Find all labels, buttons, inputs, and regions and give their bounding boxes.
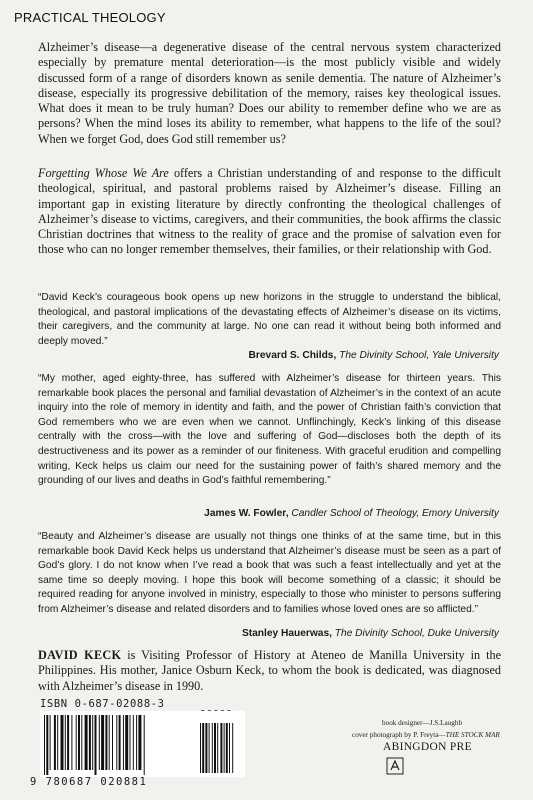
author-bio [38, 648, 501, 694]
endorsement-attribution-3 [242, 628, 499, 639]
endorser-name: James W. Fowler, [204, 508, 289, 519]
endorsement-quote-1: “David Keck’s courageous book opens up new horizons in the struggle to understand the biblical, theological, and pastoral implications of the devastating effects of Alzheimer’s disease on its victims, their caregivers, and the community at large. No one can read it without being both informed and deeply moved.” [38, 292, 501, 347]
endorsement-attribution-2 [204, 508, 499, 519]
ean-digits: 9 780687 020881 [30, 776, 148, 788]
price-addon-code: 90000 [200, 709, 233, 720]
book-title: Forgetting Whose We Are [38, 166, 169, 180]
endorser-name: Stanley Hauerwas, [241, 628, 332, 639]
endorser-name: Brevard S. Childs, [248, 350, 337, 361]
endorsement-quote-2: “My mother, aged eighty-three, has suffered with Alzheimer’s disease for thirteen years. This remarkable book places the personal and familial devastation of Alzheimer’s in the context of an acute inquiry into the role of memory in identity and faith, and the power of Christian faith’s conviction that God remembers who we are even when we cannot. Unflinchingly, Keck’s linking of this disease centrally with the cross—with the love and suffering of God—discloses both the depth of its destructiveness and its power as a reminder of our finiteness. With graceful erudition and compelling writing, Keck helps us claim our need for the sustaining power of faith’s shared memory and the grounding of our lives and deaths in God’s faithful remembering.” [38, 373, 501, 487]
endorsement-quote-3: “Beauty and Alzheimer’s disease are usually not things one thinks of at the same time, but in this remarkable book David Keck helps us understand that Alzheimer’s disease must be seen as a part of God’s glory. I do not know when I’ve read a book that was such a feast intellectually and yet at the same time so deeply moving. I hope this book will become something of a classic; it should be required reading for anyone involved in ministry, especially to those who minister to persons suffering from Alzheimer’s disease and related disorders and to families whose loved ones are so afflicted.” [38, 531, 501, 615]
photo-agency: THE STOCK MAR [445, 731, 500, 739]
author-name: DAVID KECK [38, 648, 122, 662]
designer-credit: book designer—J.S.Laughb [382, 719, 463, 727]
publisher-logo-icon [386, 757, 404, 775]
description-paragraph-2 [38, 166, 501, 258]
photo-credit-prefix: cover photograph by P. Freyta— [352, 731, 446, 739]
author-bio-text: is Visiting Professor of History at Ateneo de Manilla University in the Philippines. His mother, Janice Osburn Keck, to whom the book is dedicated, was diagnosed with Alzheimer’s disease in 1990. [38, 648, 501, 693]
photo-credit [352, 731, 500, 739]
endorser-affiliation: Candler School of Theology, Emory University [288, 508, 499, 519]
isbn-label: ISBN 0-687-02088-3 [40, 698, 165, 710]
description-paragraph-2-text: offers a Christian understanding of and response to the difficult theological, spiritual, and pastoral problems raised by Alzheimer’s disease. Filling an important gap in existing literature by directly confronting the theological challenges of Alzheimer’s disease to victims, caregivers, and their communities, the book affirms the classic Christian doctrines that witness to the reality of grace and the promise of salvation even for those who can no longer remember themselves, their families, or their relationship with God. [38, 166, 501, 257]
endorser-affiliation: The Divinity School, Duke University [331, 628, 499, 639]
barcode-image [40, 711, 245, 777]
endorser-affiliation: The Divinity School, Yale University [336, 350, 499, 361]
endorsement-attribution-1 [249, 350, 499, 361]
description-paragraph-1: Alzheimer’s disease—a degenerative disease of the central nervous system characterized especially by premature mental deterioration—is the most publicly visible and widely discussed form of a range of disorders known as senile dementia. The nature of Alzheimer’s disease, especially its progressive debilitation of the memory, raises key theological issues. What does it mean to be truly human? Does our ability to remember define who we are as persons? When the mind loses its ability to remember, what happens to the life of the soul? When we forget God, does God still remember us? [38, 40, 501, 146]
publisher-name: ABINGDON PRE [383, 741, 472, 753]
category-label: PRACTICAL THEOLOGY [14, 10, 166, 25]
